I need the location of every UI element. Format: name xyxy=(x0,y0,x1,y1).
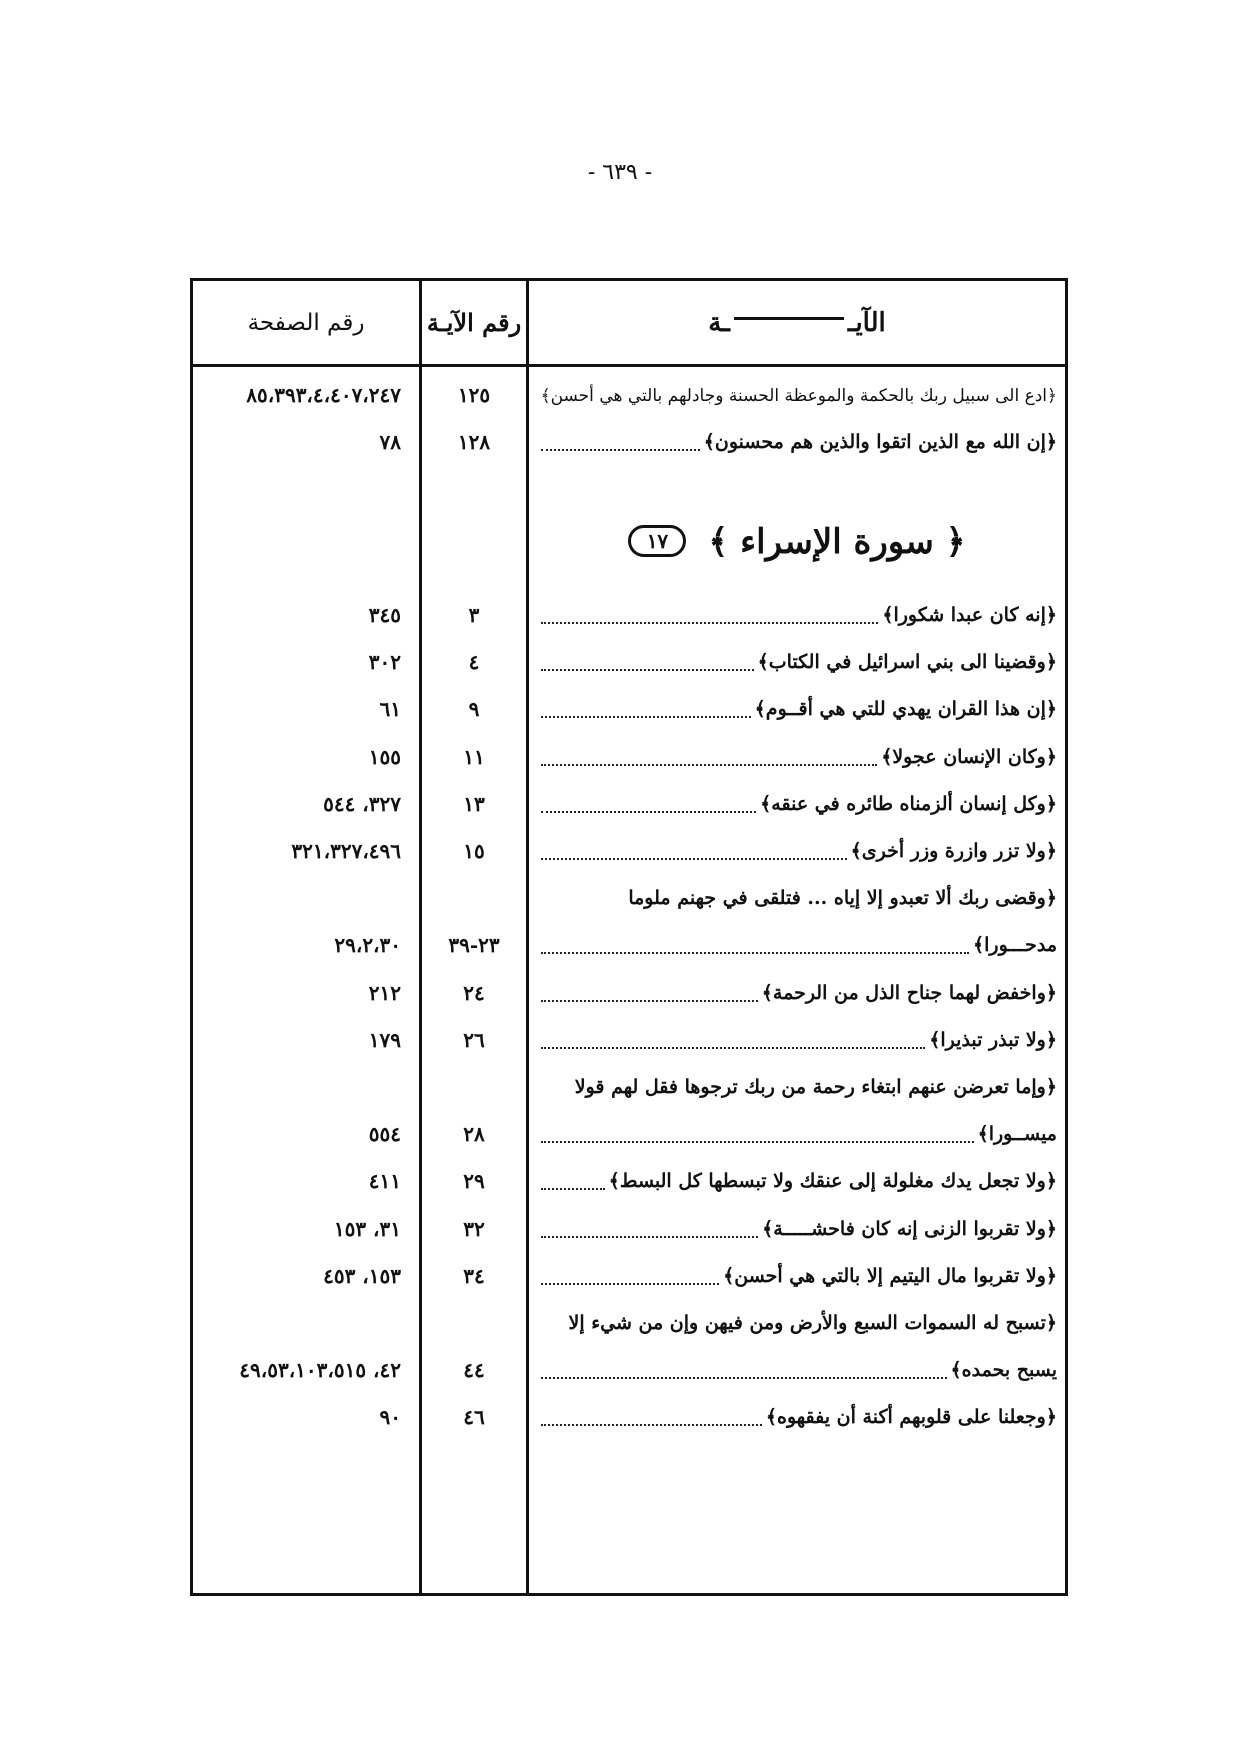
table-row xyxy=(193,1063,1065,1111)
dot-leader xyxy=(541,1141,974,1143)
ayah-number-cell: ٤٦ xyxy=(463,1405,485,1430)
verse-cell xyxy=(529,1063,1057,1111)
verse-cell xyxy=(529,827,1057,875)
ayah-number-cell: ١٢٨ xyxy=(457,430,491,455)
verse-cell xyxy=(529,1016,1057,1064)
verse-text: ﴿وإما تعرضن عنهم ابتغاء رحمة من ربك ترجوها فقل لهم قولا xyxy=(574,1076,1057,1098)
verse-cell xyxy=(529,1157,1057,1205)
table-row xyxy=(193,418,1065,466)
table-row xyxy=(193,1252,1065,1300)
verse-cell xyxy=(529,1393,1057,1441)
page-number-cell: ٨٥،٣٩٣،٤،٤٠٧،٢٤٧ xyxy=(246,383,401,407)
page-number-cell: ٢١٢ xyxy=(368,980,401,1005)
verse-text: مدحـــورا﴾ xyxy=(973,934,1057,957)
verse-index-table xyxy=(190,278,1068,1596)
page-number-cell xyxy=(193,874,411,922)
verse-text: ﴿ادع الى سبيل ربك بالحكمة والموعظة الحسنة وجادلهم بالتي هي أحسن﴾ xyxy=(540,385,1057,406)
ayah-number-cell: ٤٤ xyxy=(463,1358,485,1383)
page-number-cell: ٣٢١،٣٢٧،٤٩٦ xyxy=(291,839,401,863)
table-row xyxy=(193,371,1065,419)
ayah-number-cell: ١٢٥ xyxy=(457,383,491,407)
dot-leader xyxy=(541,952,969,954)
page-number-cell xyxy=(193,1299,411,1347)
page-number-cell: ٤٢، ٤٩،٥٣،١٠٣،٥١٥ xyxy=(239,1358,401,1383)
dot-leader xyxy=(541,716,751,718)
verse-cell xyxy=(529,780,1057,828)
page-number-cell: ٧٨ xyxy=(379,430,401,455)
ayah-number-cell: ٣٤ xyxy=(463,1263,485,1288)
table-header xyxy=(193,281,1065,367)
verse-text: ﴿ولا تبذر تبذيرا﴾ xyxy=(929,1028,1057,1051)
verse-text: ﴿إن هذا القران يهدي للتي هي أقــوم﴾ xyxy=(754,698,1057,721)
table-row xyxy=(193,780,1065,828)
header-verse-right: ـة xyxy=(708,307,730,338)
verse-text: ﴿وكان الإنسان عجولا﴾ xyxy=(881,745,1057,768)
page-number-cell: ١٧٩ xyxy=(368,1027,401,1052)
table-row xyxy=(193,874,1065,922)
page-number-cell: ٦١ xyxy=(379,697,401,722)
table-row xyxy=(193,827,1065,875)
table-row xyxy=(193,1110,1065,1158)
verse-cell xyxy=(529,591,1057,639)
ayah-number-cell: ٣ xyxy=(468,603,480,627)
table-row xyxy=(193,969,1065,1017)
verse-cell xyxy=(529,418,1057,466)
header-verse xyxy=(529,281,1065,364)
verse-cell xyxy=(529,685,1057,733)
ayah-number-cell: ٩ xyxy=(468,697,480,722)
dot-leader xyxy=(541,622,878,624)
table-row xyxy=(193,921,1065,969)
page-number-cell xyxy=(193,1063,411,1111)
verse-cell xyxy=(529,921,1057,969)
header-page-number: رقم الصفحة xyxy=(247,309,365,336)
page-number-cell: ١٥٥ xyxy=(368,744,401,769)
dot-leader xyxy=(541,811,756,813)
verse-cell xyxy=(529,1299,1057,1347)
verse-text: ميســورا﴾ xyxy=(977,1123,1057,1146)
table-row xyxy=(193,1299,1065,1347)
page-number-cell: ٩٠ xyxy=(379,1405,401,1430)
verse-cell xyxy=(529,1110,1057,1158)
ayah-number-cell: ٢٩ xyxy=(463,1169,485,1194)
surah-number-badge: ١٧ xyxy=(628,525,686,557)
table-row xyxy=(193,591,1065,639)
table-row xyxy=(193,1346,1065,1394)
verse-text: يسبح بحمده﴾ xyxy=(950,1359,1057,1382)
dot-leader xyxy=(541,1188,605,1190)
table-row xyxy=(193,1393,1065,1441)
verse-text: ﴿وجعلنا على قلوبهم أكنة أن يفقهوه﴾ xyxy=(765,1406,1057,1429)
page-number-cell: ٥٥٤ xyxy=(368,1122,401,1147)
verse-cell xyxy=(529,1252,1057,1300)
verse-cell xyxy=(529,874,1057,922)
dot-leader xyxy=(541,1236,758,1238)
table-row xyxy=(193,1157,1065,1205)
ayah-number-cell: ١١ xyxy=(463,744,485,769)
page-number-cell: ١٥٣، ٤٥٣ xyxy=(323,1263,401,1288)
page-number-cell: ٢٩،٢،٣٠ xyxy=(334,933,401,958)
verse-cell xyxy=(529,1205,1057,1253)
verse-cell xyxy=(529,969,1057,1017)
page-number-cell: ٣٢٧، ٥٤٤ xyxy=(323,791,401,816)
table-row xyxy=(193,1205,1065,1253)
dot-leader xyxy=(541,669,754,671)
verse-text: ﴿تسبح له السموات السبع والأرض ومن فيهن وإن من شيء إلا xyxy=(568,1312,1057,1334)
page-number: - ٦٣٩ - xyxy=(587,160,653,185)
ayah-number-cell: ٢٨ xyxy=(463,1122,485,1147)
dot-leader xyxy=(541,449,700,451)
verse-text: ﴿ولا تجعل يدك مغلولة إلى عنقك ولا تبسطها كل البسط﴾ xyxy=(608,1170,1057,1193)
page-number-cell: ٣٠٢ xyxy=(368,650,401,675)
kashida-stroke xyxy=(734,317,844,320)
verse-text: ﴿وقضينا الى بني اسرائيل في الكتاب﴾ xyxy=(757,651,1057,674)
verse-cell xyxy=(529,733,1057,781)
dot-leader xyxy=(541,1377,947,1379)
header-verse-left: الآيـ xyxy=(847,307,886,338)
ayah-number-cell xyxy=(422,874,526,922)
surah-title: ﴿ سورة الإسراء ﴾ xyxy=(708,521,966,562)
verse-text: ﴿وقضى ربك ألا تعبدو إلا إياه ... فتلقى في جهنم ملوما xyxy=(628,887,1057,910)
dot-leader xyxy=(541,1047,925,1049)
verse-text: ﴿ولا تقربوا الزنى إنه كان فاحشـــــة﴾ xyxy=(762,1217,1057,1240)
table-row xyxy=(193,638,1065,686)
table-row xyxy=(193,1016,1065,1064)
verse-text: ﴿ولا تقربوا مال اليتيم إلا بالتي هي أحسن﴾ xyxy=(723,1264,1057,1287)
ayah-number-cell xyxy=(422,1299,526,1347)
ayah-number-cell: ٤ xyxy=(468,650,480,675)
verse-cell xyxy=(529,371,1057,419)
page-number-cell: ٤١١ xyxy=(368,1169,401,1194)
verse-text: ﴿إنه كان عبدا شكورا﴾ xyxy=(882,604,1057,626)
ayah-number-cell: ٣٢ xyxy=(463,1216,485,1241)
dot-leader xyxy=(541,1283,719,1285)
page-number-cell: ٣١، ١٥٣ xyxy=(333,1216,401,1241)
verse-text: ﴿ولا تزر وازرة وزر أخرى﴾ xyxy=(850,840,1057,862)
table-row xyxy=(193,733,1065,781)
header-ayah-number: رقم الآيـة xyxy=(426,308,522,337)
verse-text: ﴿إن الله مع الذين اتقوا والذين هم محسنون﴾ xyxy=(703,431,1057,454)
ayah-number-cell: ١٣ xyxy=(463,791,485,816)
table-row xyxy=(193,685,1065,733)
ayah-number-cell: ١٥ xyxy=(463,839,485,863)
ayah-number-cell: ٢٦ xyxy=(463,1027,485,1052)
dot-leader xyxy=(541,1000,758,1002)
ayah-number-cell xyxy=(422,1063,526,1111)
ayah-number-cell: ٢٣-٣٩ xyxy=(448,933,500,958)
verse-text: ﴿واخفض لهما جناح الذل من الرحمة﴾ xyxy=(761,981,1057,1004)
page-number-cell: ٣٤٥ xyxy=(368,603,401,627)
verse-text: ﴿وكل إنسان ألزمناه طائره في عنقه﴾ xyxy=(760,792,1057,815)
dot-leader xyxy=(541,858,847,860)
dot-leader xyxy=(541,764,877,766)
ayah-number-cell: ٢٤ xyxy=(463,980,485,1005)
verse-cell xyxy=(529,1346,1057,1394)
dot-leader xyxy=(541,1424,762,1426)
verse-cell xyxy=(529,638,1057,686)
surah-heading xyxy=(529,506,1065,576)
